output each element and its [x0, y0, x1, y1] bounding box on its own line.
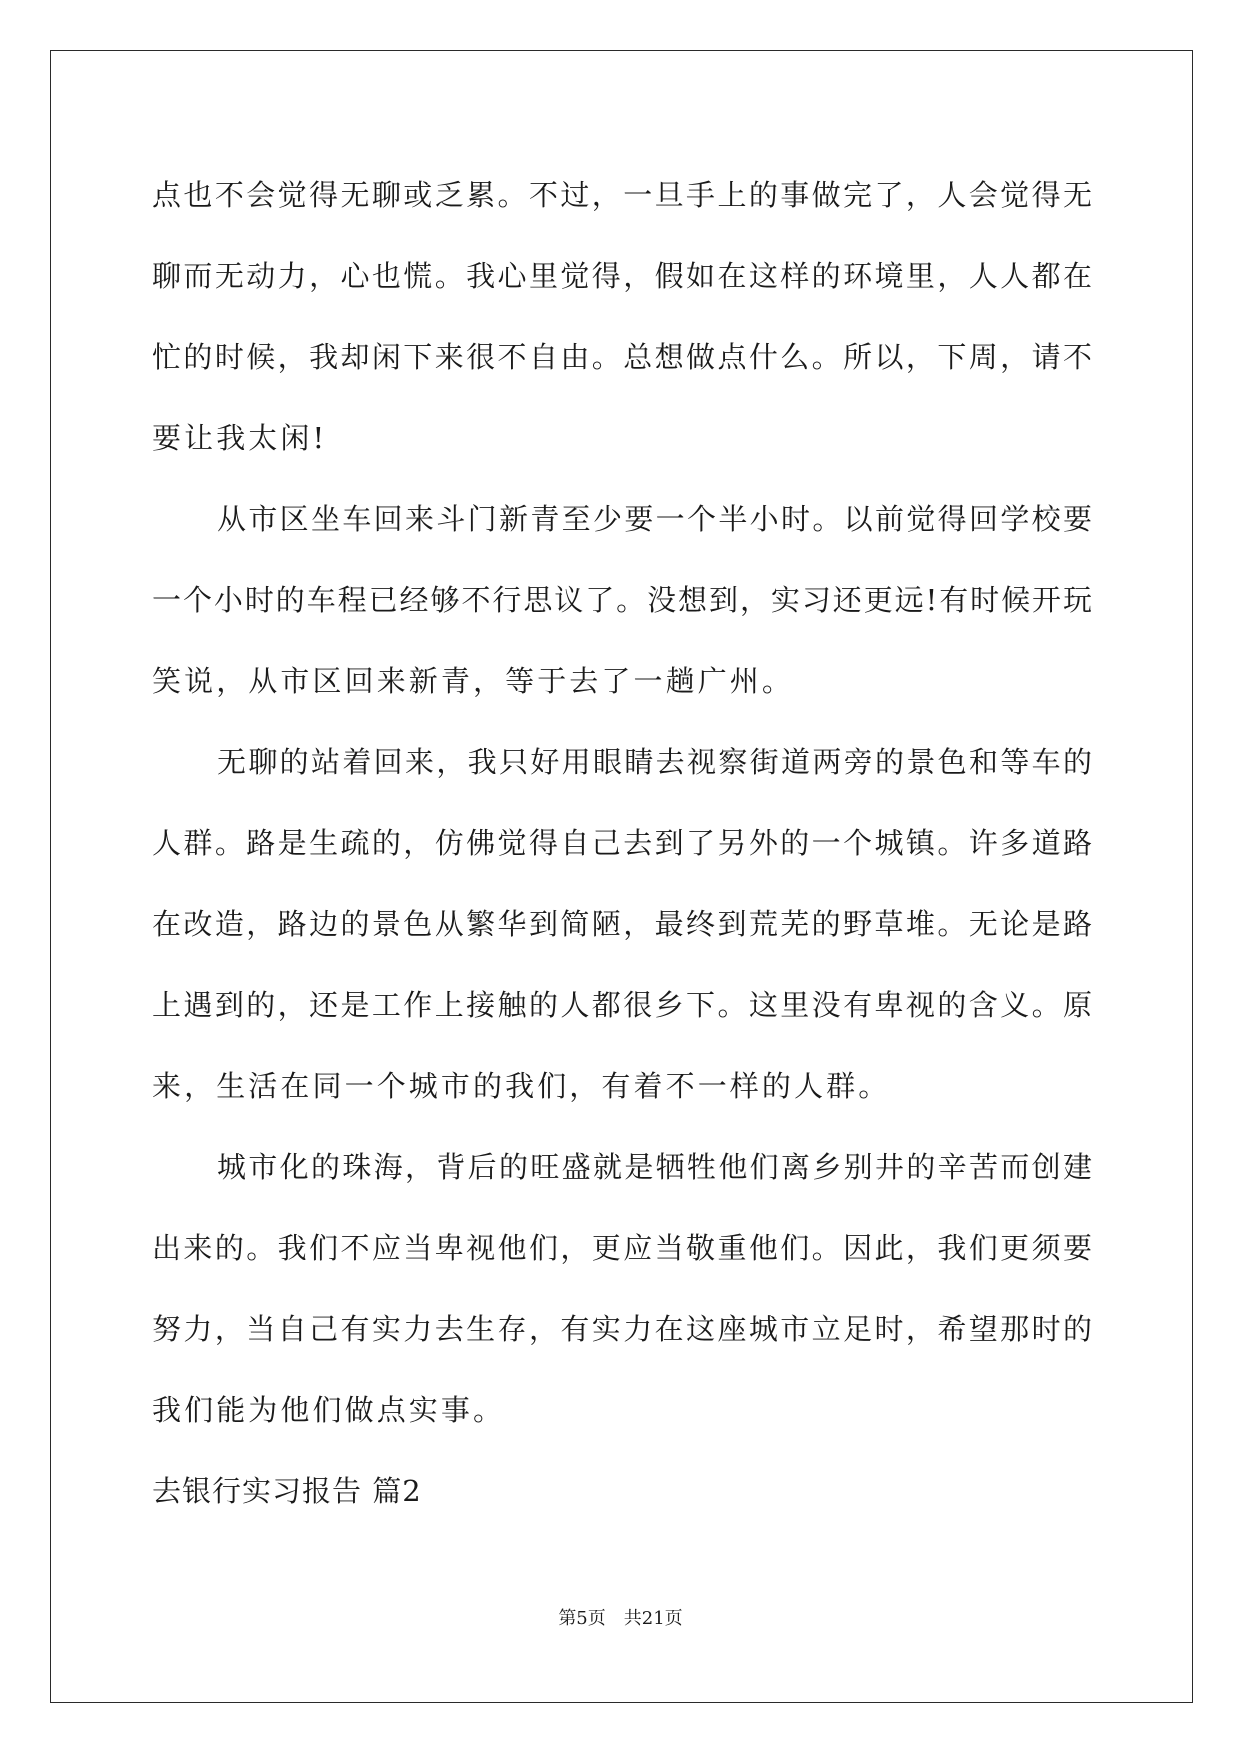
paragraph-4 — [152, 1127, 1092, 1451]
text-line: 从市区坐车回来斗门新青至少要一个半小时。以前觉得回学校要 — [217, 502, 1092, 536]
paragraph-2 — [152, 479, 1092, 722]
document-body — [152, 155, 1092, 1532]
text-line: 点也不会觉得无聊或乏累。不过，一旦手上的事做完了，人会觉得无 — [152, 178, 1092, 212]
text-line: 无聊的站着回来，我只好用眼睛去视察街道两旁的景色和等车的 — [217, 745, 1092, 779]
text-line: 要让我太闲! — [152, 421, 328, 455]
page-number-total: 共21页 — [623, 1608, 683, 1629]
text-line: 一个小时的车程已经够不行思议了。没想到，实习还更远!有时候开玩 — [152, 583, 1092, 617]
page-number-current: 第5页 — [558, 1608, 606, 1629]
paragraph-3 — [152, 722, 1092, 1127]
text-line: 忙的时候，我却闲下来很不自由。总想做点什么。所以，下周，请不 — [152, 340, 1092, 374]
text-line: 出来的。我们不应当卑视他们，更应当敬重他们。因此，我们更须要 — [152, 1231, 1092, 1265]
text-line: 笑说，从市区回来新青，等于去了一趟广州。 — [152, 664, 795, 698]
text-line: 上遇到的，还是工作上接触的人都很乡下。这里没有卑视的含义。原 — [152, 988, 1092, 1022]
page-footer — [0, 1604, 1241, 1630]
text-line: 来，生活在同一个城市的我们，有着不一样的人群。 — [152, 1069, 891, 1103]
text-line: 努力，当自己有实力去生存，有实力在这座城市立足时，希望那时的 — [152, 1312, 1092, 1346]
text-line: 我们能为他们做点实事。 — [152, 1393, 506, 1427]
text-line: 聊而无动力，心也慌。我心里觉得，假如在这样的环境里，人人都在 — [152, 259, 1092, 293]
text-line: 人群。路是生疏的，仿佛觉得自己去到了另外的一个城镇。许多道路 — [152, 826, 1092, 860]
text-line: 在改造，路边的景色从繁华到简陋，最终到荒芜的野草堆。无论是路 — [152, 907, 1092, 941]
text-line: 城市化的珠海，背后的旺盛就是牺牲他们离乡别井的辛苦而创建 — [217, 1150, 1092, 1184]
section-heading: 去银行实习报告 篇2 — [152, 1474, 422, 1508]
paragraph-1 — [152, 155, 1092, 479]
